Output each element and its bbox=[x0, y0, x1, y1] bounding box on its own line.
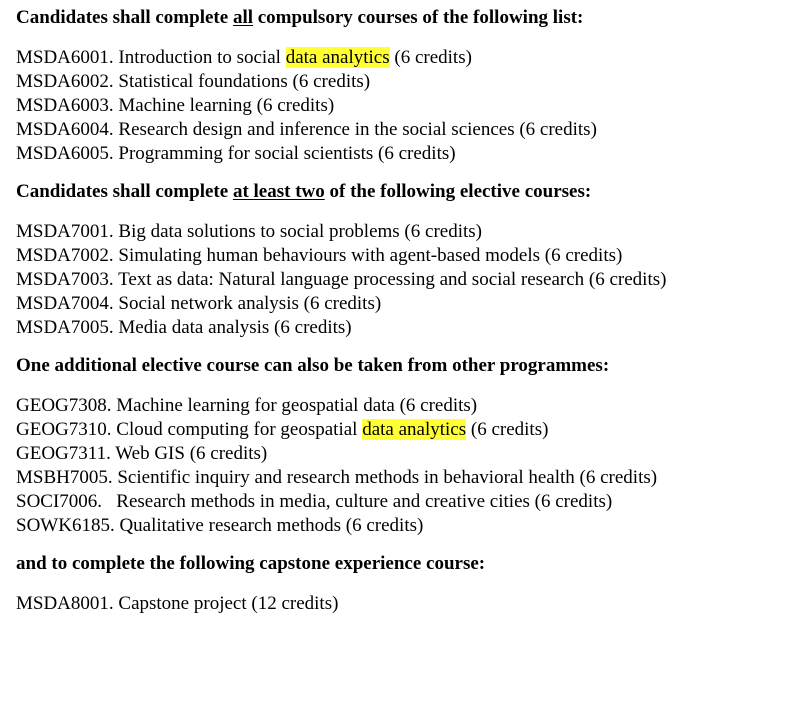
compulsory-course-list bbox=[16, 46, 788, 166]
list-item: MSDA7001. Big data solutions to social problems (6 credits) bbox=[16, 221, 482, 242]
list-item: MSDA6004. Research design and inference in the social sciences (6 credits) bbox=[16, 119, 597, 140]
list-item: MSDA6005. Programming for social scientists (6 credits) bbox=[16, 143, 456, 164]
list-item: MSDA6001. Introduction to social data analytics (6 credits) bbox=[16, 47, 472, 68]
document bbox=[16, 6, 788, 616]
elective-course-list bbox=[16, 220, 788, 340]
list-item: MSDA6003. Machine learning (6 credits) bbox=[16, 95, 335, 116]
highlighted-term: data analytics bbox=[285, 47, 390, 68]
list-item: MSDA6002. Statistical foundations (6 credits) bbox=[16, 71, 371, 92]
highlighted-term: data analytics bbox=[362, 419, 467, 440]
list-item: MSDA7002. Simulating human behaviours with agent-based models (6 credits) bbox=[16, 245, 623, 266]
list-item: GEOG7310. Cloud computing for geospatial data analytics (6 credits) bbox=[16, 419, 549, 440]
list-item: MSBH7005. Scientific inquiry and research methods in behavioral health (6 credits) bbox=[16, 467, 658, 488]
list-item: GEOG7311. Web GIS (6 credits) bbox=[16, 443, 268, 464]
other-programme-course-list bbox=[16, 394, 788, 538]
list-item: MSDA7004. Social network analysis (6 credits) bbox=[16, 293, 382, 314]
heading-emphasis: all bbox=[232, 7, 253, 28]
section-heading-compulsory: Candidates shall complete all compulsory courses of the following list: bbox=[16, 7, 584, 28]
section-heading-electives: Candidates shall complete at least two of the following elective courses: bbox=[16, 181, 592, 202]
heading-emphasis: at least two bbox=[232, 181, 325, 202]
list-item: SOWK6185. Qualitative research methods (6 credits) bbox=[16, 515, 424, 536]
list-item: MSDA7005. Media data analysis (6 credits) bbox=[16, 317, 352, 338]
list-item: MSDA8001. Capstone project (12 credits) bbox=[16, 593, 339, 614]
capstone-course-list bbox=[16, 592, 788, 616]
list-item: SOCI7006. Research methods in media, culture and creative cities (6 credits) bbox=[16, 491, 613, 512]
list-item: GEOG7308. Machine learning for geospatial data (6 credits) bbox=[16, 395, 478, 416]
section-heading-other-programmes: One additional elective course can also be taken from other programmes: bbox=[16, 355, 610, 376]
list-item: MSDA7003. Text as data: Natural language processing and social research (6 credits) bbox=[16, 269, 667, 290]
section-heading-capstone: and to complete the following capstone experience course: bbox=[16, 553, 486, 574]
